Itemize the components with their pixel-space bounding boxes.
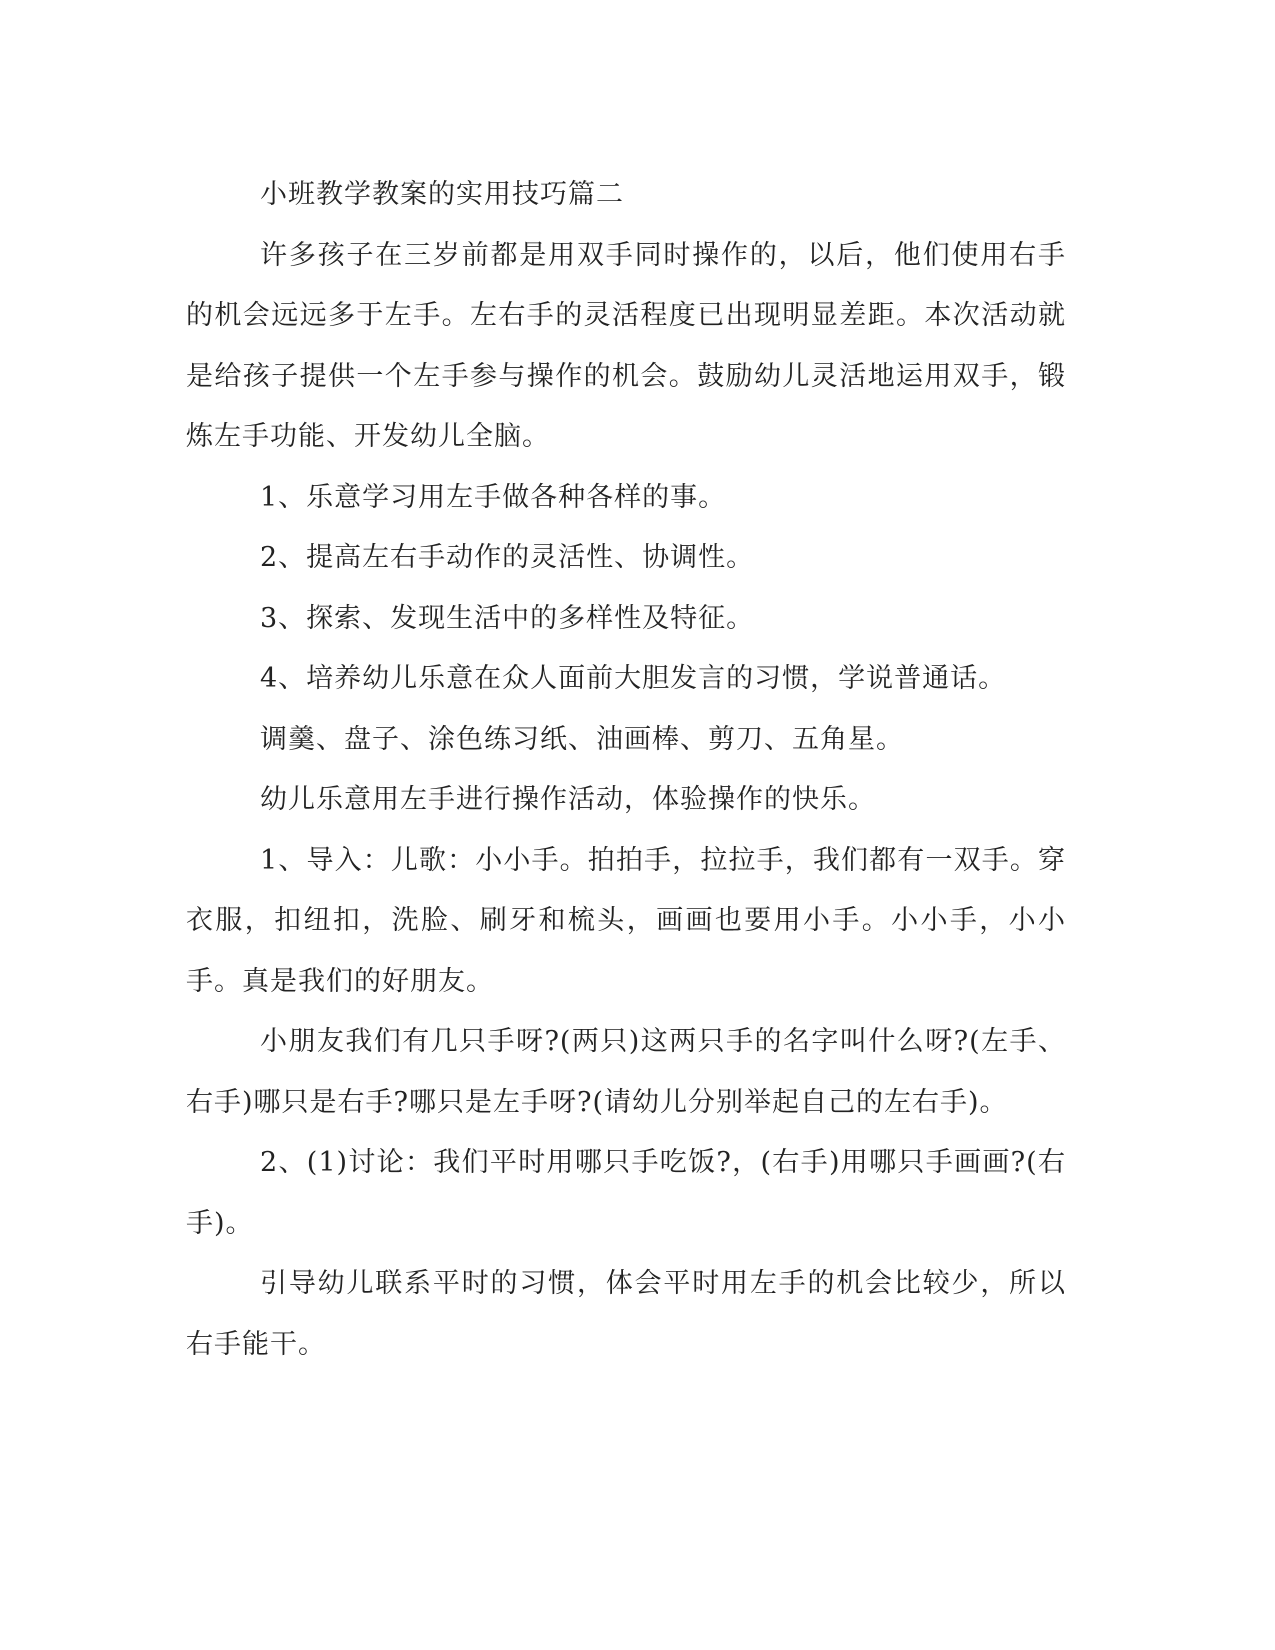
guidance-paragraph: 引导幼儿联系平时的习惯，体会平时用左手的机会比较少，所以右手能干。	[186, 1268, 1066, 1360]
process-step-1: 1、导入：儿歌：小小手。拍拍手，拉拉手，我们都有一双手。穿衣服，扣纽扣，洗脸、刷牙和梳头，画画也要用小手。小小手，小小手。真是我们的好朋友。	[186, 844, 1066, 997]
materials-paragraph: 调羹、盘子、涂色练习纸、油画棒、剪刀、五角星。	[260, 723, 904, 755]
goal-item-3: 3、探索、发现生活中的多样性及特征。	[260, 602, 755, 634]
paragraph-intro: 许多孩子在三岁前都是用双手同时操作的，以后，他们使用右手的机会远远多于左手。左右手的灵活程度已出现明显差距。本次活动就是给孩子提供一个左手参与操作的机会。鼓励幼儿灵活地运用双手，锻炼左手功能、开发幼儿全脑。	[186, 239, 1066, 452]
key-point-paragraph: 幼儿乐意用左手进行操作活动，体验操作的快乐。	[260, 784, 876, 815]
dialogue-paragraph: 小朋友我们有几只手呀?(两只)这两只手的名字叫什么呀?(左手、右手)哪只是右手?哪只是左手呀?(请幼儿分别举起自己的左右手)。	[186, 1026, 1066, 1118]
document-title: 小班教学教案的实用技巧篇二	[260, 179, 624, 210]
goal-item-2: 2、提高左右手动作的灵活性、协调性。	[260, 542, 755, 573]
goal-item-1: 1、乐意学习用左手做各种各样的事。	[260, 481, 727, 513]
process-step-2: 2、(1)讨论：我们平时用哪只手吃饭?，(右手)用哪只手画画?(右手)。	[186, 1147, 1066, 1239]
document-body	[186, 165, 1066, 1375]
goal-item-4: 4、培养幼儿乐意在众人面前大胆发言的习惯，学说普通话。	[260, 663, 1007, 694]
